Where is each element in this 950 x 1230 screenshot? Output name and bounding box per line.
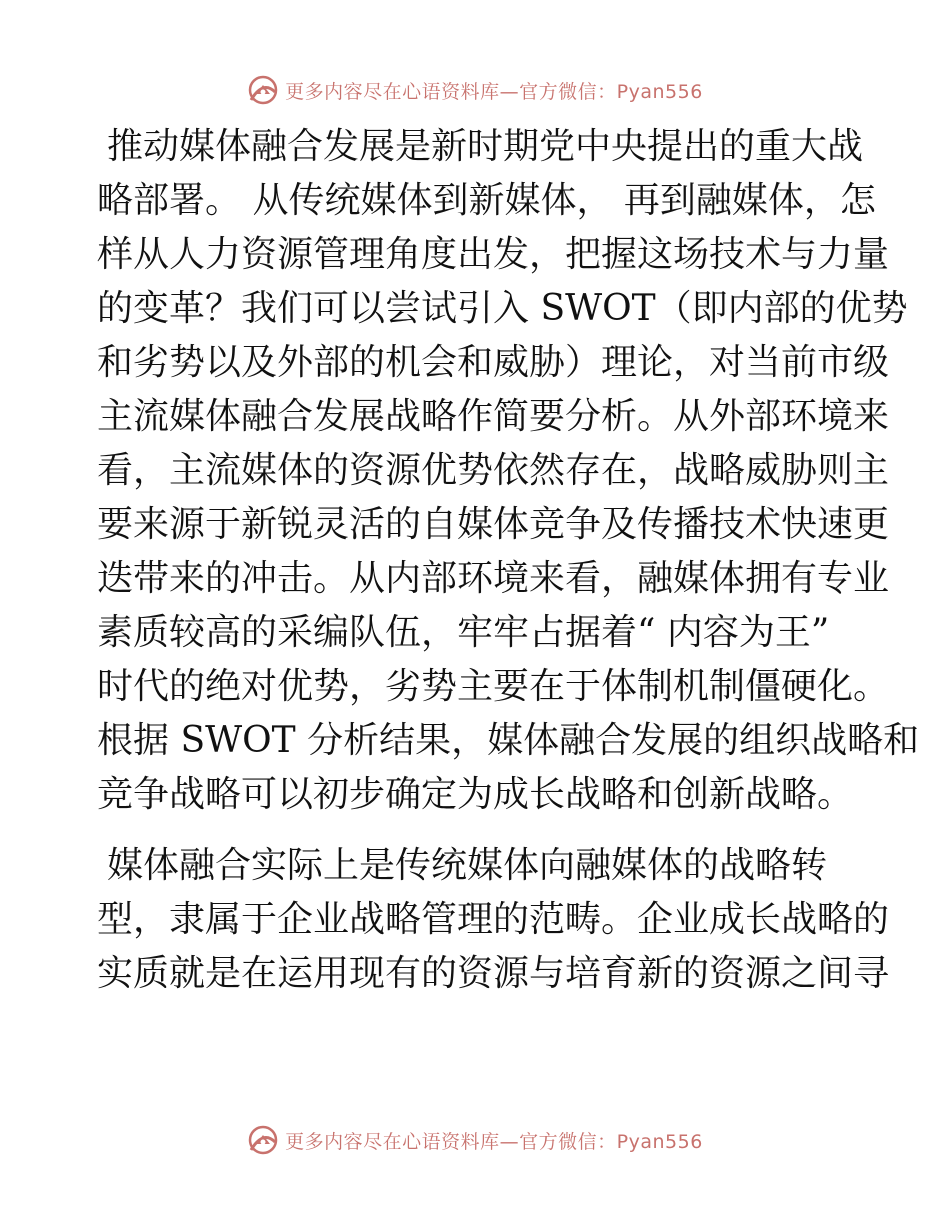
paragraph-1 [97, 120, 920, 822]
text-line: 时代的绝对优势，劣势主要在于体制机制僵硬化。 [97, 666, 890, 707]
header-watermark [0, 72, 950, 108]
watermark-text: 更多内容尽在心语资料库—官方微信：Pyan556 [285, 80, 703, 103]
watermark-text: 更多内容尽在心语资料库—官方微信：Pyan556 [285, 1130, 703, 1153]
text-line: 主流媒体融合发展战略作简要分析。从外部环境来 [97, 396, 890, 437]
text-line: 略部署。 从传统媒体到新媒体， 再到融媒体，怎 [97, 180, 876, 221]
text-line: 要来源于新锐灵活的自媒体竞争及传播技术快速更 [97, 504, 890, 545]
paragraph-2 [97, 839, 890, 1001]
paragraph-spacer [97, 822, 857, 839]
footer-watermark [0, 1122, 950, 1158]
text-line: 实质就是在运用现有的资源与培育新的资源之间寻 [97, 953, 890, 994]
book-seal-icon [247, 1124, 279, 1156]
text-line: 根据 SWOT 分析结果，媒体融合发展的组织战略和 [97, 720, 920, 761]
text-line: 素质较高的采编队伍，牢牢占据着“ 内容为王” [97, 612, 830, 653]
text-line: 迭带来的冲击。从内部环境来看，融媒体拥有专业 [97, 558, 890, 599]
text-line: 型，隶属于企业战略管理的范畴。企业成长战略的 [97, 899, 890, 940]
text-line: 样从人力资源管理角度出发，把握这场技术与力量 [97, 234, 890, 275]
text-line: 推动媒体融合发展是新时期党中央提出的重大战 [107, 126, 864, 167]
text-line: 看，主流媒体的资源优势依然存在，战略威胁则主 [97, 450, 890, 491]
text-line: 竞争战略可以初步确定为成长战略和创新战略。 [97, 774, 854, 815]
text-line: 的变革？我们可以尝试引入 SWOT（即内部的优势 [97, 288, 908, 329]
book-seal-icon [247, 74, 279, 106]
text-line: 和劣势以及外部的机会和威胁）理论，对当前市级 [97, 342, 890, 383]
text-line: 媒体融合实际上是传统媒体向融媒体的战略转 [107, 845, 828, 886]
document-body [97, 120, 920, 1001]
